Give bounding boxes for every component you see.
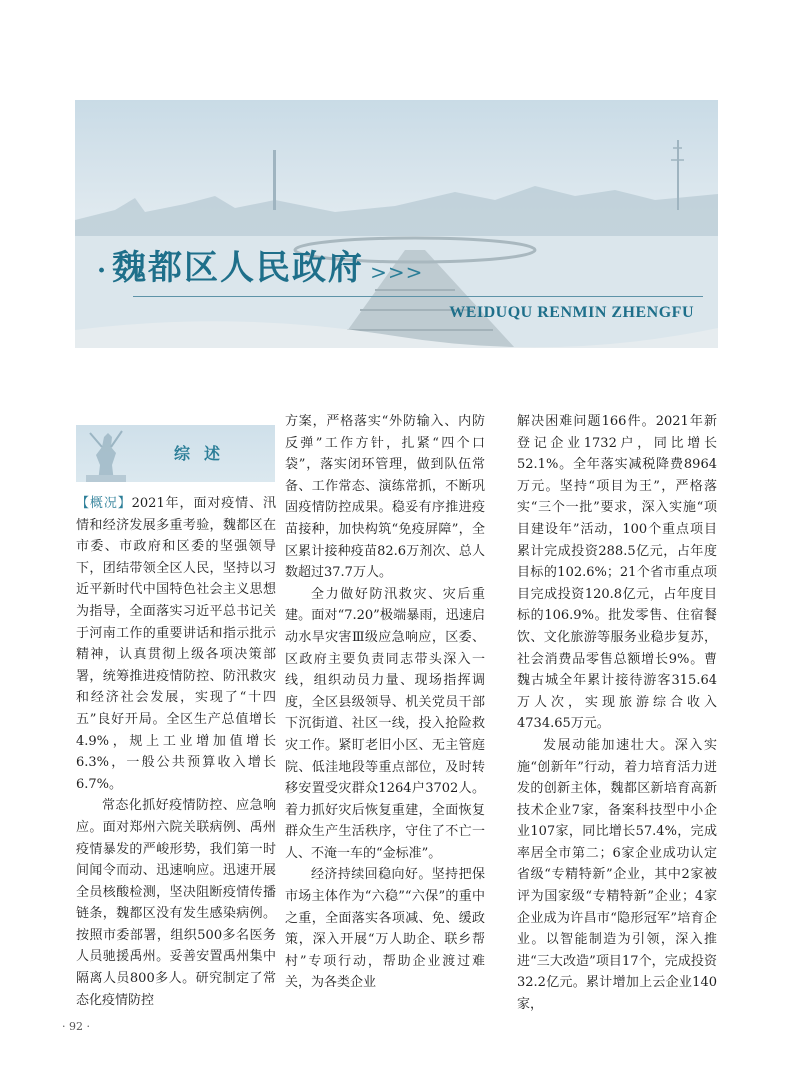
text-column-2 — [285, 411, 485, 994]
section-title: 综述 — [174, 444, 235, 463]
paragraph: 全力做好防汛救灾、灾后重建。面对“7.20”极端暴雨，迅速启动水旱灾害Ⅲ级应急响应，区委、区政府主要负责同志带头深入一线，组织动员力量、现场指挥调度，全区县级领导、机关党员干部下沉街道、社区一线，投入抢险救灾工作。紧盯老旧小区、无主管庭院、低洼地段等重点部位，及时转移安置受灾群众1264户3702人。着力抓好灾后恢复重建，全面恢复群众生产生活秩序，守住了不亡一人、不淹一车的“金标准”。 — [285, 586, 485, 861]
title-text: 魏都区人民政府 — [112, 248, 365, 288]
text-column-1 — [76, 493, 276, 1011]
section-header — [76, 425, 275, 482]
page-title — [97, 240, 423, 289]
paragraph: 经济持续回稳向好。坚持把保市场主体作为“六稳”“六保”的重中之重，全面落实各项减、免、缓政策，深入开展“万人助企、联乡帮村”专项行动，帮助企业渡过难关，为各类企业 — [285, 867, 485, 991]
statue-icon — [76, 425, 136, 482]
paragraph-tag: 【概况】 — [76, 496, 132, 511]
header-banner — [75, 100, 718, 348]
title-divider — [133, 296, 703, 297]
page-number: · 92 · — [62, 1020, 90, 1033]
paragraph — [76, 493, 276, 795]
paragraph: 发展动能加速壮大。深入实施“创新年”行动，着力培育活力迸发的创新主体，魏都区新培育高新技术企业7家，备案科技型中小企业107家，同比增长57.4%，完成率居全市第二；6家企业成功认定省级“专精特新”企业，其中2家被评为国家级“专精特新”企业；4家企业成为许昌市“隐形冠军”培育企业。以智能制造为引领，深入推进“三大改造”项目17个，完成投资32.2亿元。累计增加上云企业140家， — [517, 737, 717, 1013]
text-column-3 — [517, 411, 717, 1016]
title-arrows-icon: >>> — [370, 260, 424, 284]
paragraph: 方案，严格落实“外防输入、内防反弹”工作方针，扎紧“四个口袋”，落实闭环管理，做到队伍常备、工作常态、演练常抓，不断巩固疫情防控成果。稳妥有序推进疫苗接种，加快构筑“免疫屏障”，全区累计接种疫苗82.6万剂次、总人数超过37.7万人。 — [285, 414, 485, 581]
paragraph-text: 2021年，面对疫情、汛情和经济发展多重考验，魏都区在市委、市政府和区委的坚强领导下，团结带领全区人民，坚持以习近平新时代中国特色社会主义思想为指导，全面落实习近平总书记关于河南工作的重要讲话和指示批示精神，认真贯彻上级各项决策部署，统筹推进疫情防控、防汛救灾和经济社会发展，实现了“十四五”良好开局。全区生产总值增长4.9%，规上工业增加值增长6.3%，一般公共预算收入增长6.7%。 — [76, 496, 276, 792]
page-subtitle-pinyin: WEIDUQU RENMIN ZHENGFU — [449, 304, 694, 321]
title-dot: · — [97, 256, 109, 286]
paragraph: 解决困难问题166件。2021年新登记企业1732户，同比增长52.1%。全年落实减税降费8964万元。坚持“项目为王”，严格落实“三个一批”要求，深入实施“项目建设年”活动，100个重点项目累计完成投资288.5亿元，占年度目标的102.6%；21个省市重点项目完成投资120.8亿元，占年度目标的106.9%。批发零售、住宿餐饮、文化旅游等服务业稳步复苏，社会消费品零售总额增长9%。曹魏古城全年累计接待游客315.64万人次，实现旅游综合收入4734.65万元。 — [517, 414, 717, 732]
paragraph: 常态化抓好疫情防控、应急响应。面对郑州六院关联病例、禹州疫情暴发的严峻形势，我们第一时间闻令而动、迅速响应。迅速开展全员核酸检测，坚决阻断疫情传播链条，魏都区没有发生感染病例。按照市委部署，组织500多名医务人员驰援禹州。妥善安置禹州集中隔离人员800多人。研究制定了常态化疫情防控 — [76, 798, 276, 1008]
